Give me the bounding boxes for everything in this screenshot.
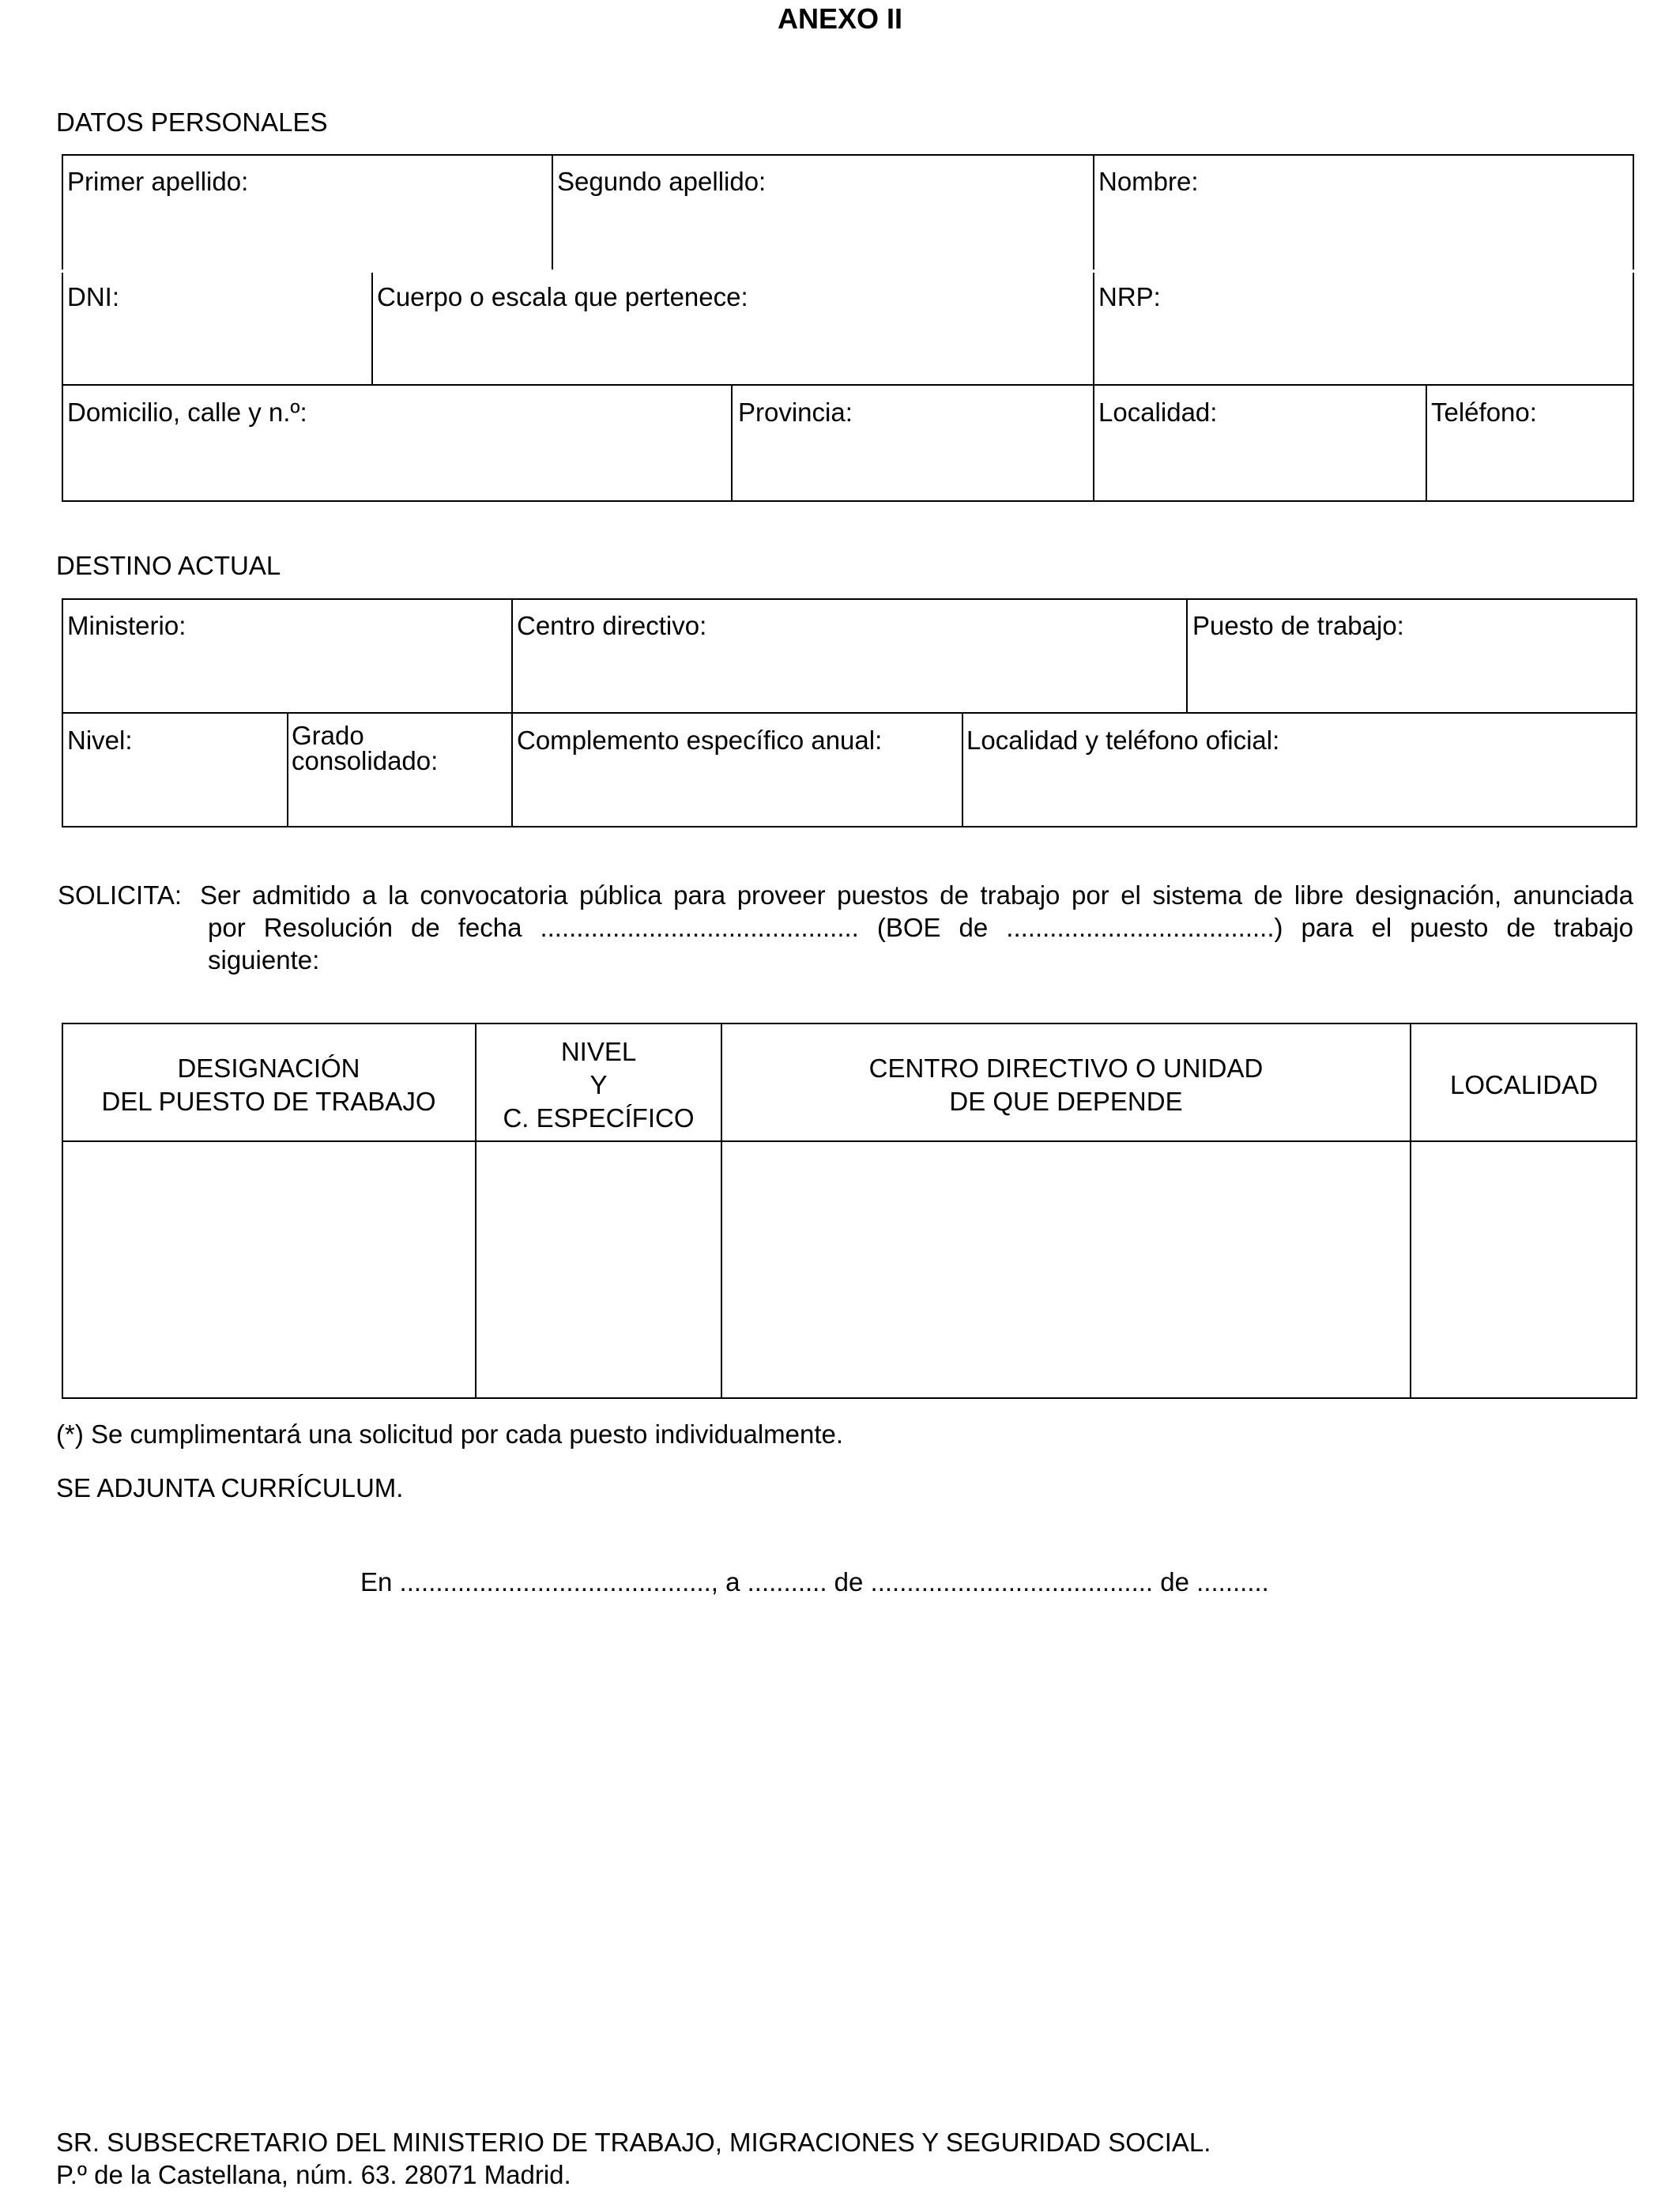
col1-line2: DEL PUESTO DE TRABAJO bbox=[101, 1087, 436, 1116]
personal-grid-top bbox=[62, 154, 1634, 270]
positions-row-localidad[interactable] bbox=[1412, 1143, 1636, 1397]
col-header-nivel bbox=[476, 1035, 721, 1135]
label-nrp[interactable]: NRP: bbox=[1098, 282, 1161, 311]
col-header-centro bbox=[721, 1052, 1411, 1118]
col3-line1: CENTRO DIRECTIVO O UNIDAD bbox=[868, 1054, 1264, 1083]
label-grado-2: consolidado: bbox=[292, 746, 439, 775]
solicita-label: SOLICITA: bbox=[58, 880, 183, 910]
adjunta-text: SE ADJUNTA CURRÍCULUM. bbox=[56, 1473, 404, 1502]
label-localidad[interactable]: Localidad: bbox=[1098, 398, 1218, 427]
label-puesto-trabajo[interactable]: Puesto de trabajo: bbox=[1192, 611, 1404, 640]
note-text: (*) Se cumplimentará una solicitud por cada puesto individualmente. bbox=[56, 1419, 844, 1449]
label-nombre[interactable]: Nombre: bbox=[1098, 167, 1199, 196]
label-complemento[interactable]: Complemento específico anual: bbox=[517, 726, 883, 755]
col2-line1: NIVEL bbox=[560, 1037, 637, 1066]
label-telefono[interactable]: Teléfono: bbox=[1431, 398, 1537, 427]
section-heading-personal: DATOS PERSONALES bbox=[56, 107, 328, 137]
col2-line3: C. ESPECÍFICO bbox=[503, 1103, 695, 1133]
positions-row-designacion[interactable] bbox=[63, 1143, 474, 1397]
label-primer-apellido[interactable]: Primer apellido: bbox=[67, 167, 249, 196]
col3-line2: DE QUE DEPENDE bbox=[949, 1087, 1183, 1116]
solicita-line-2: por Resolución de fecha ............................................ (BOE de .....................................) para el puesto de trabajo bbox=[208, 913, 1633, 942]
label-grado-1[interactable]: Grado bbox=[292, 721, 364, 750]
label-segundo-apellido[interactable]: Segundo apellido: bbox=[557, 167, 767, 196]
col-header-designacion bbox=[62, 1052, 476, 1118]
section-heading-destino: DESTINO ACTUAL bbox=[56, 551, 281, 580]
label-provincia[interactable]: Provincia: bbox=[738, 398, 853, 427]
label-nivel[interactable]: Nivel: bbox=[67, 726, 133, 755]
label-ministerio[interactable]: Ministerio: bbox=[67, 611, 186, 640]
addressee-line-1: SR. SUBSECRETARIO DEL MINISTERIO DE TRABAJO, MIGRACIONES Y SEGURIDAD SOCIAL. bbox=[56, 2128, 1211, 2157]
col-header-localidad: LOCALIDAD bbox=[1449, 1070, 1599, 1099]
document-title: ANEXO II bbox=[777, 2, 903, 35]
solicita-line-1: Ser admitido a la convocatoria pública para proveer puestos de trabajo por el sistema de libre designación, anunciada bbox=[200, 880, 1633, 910]
positions-row-nivel[interactable] bbox=[477, 1143, 720, 1397]
positions-row-centro[interactable] bbox=[723, 1143, 1409, 1397]
col2-line2: Y bbox=[590, 1070, 608, 1099]
label-centro-directivo[interactable]: Centro directivo: bbox=[517, 611, 707, 640]
label-cuerpo[interactable]: Cuerpo o escala que pertenece: bbox=[377, 282, 748, 311]
label-domicilio[interactable]: Domicilio, calle y n.º: bbox=[67, 398, 307, 427]
date-line[interactable]: En ..........................................., a ........... de ....................................... de .......... bbox=[360, 1567, 1269, 1596]
solicita-line-3: siguiente: bbox=[208, 945, 320, 974]
col1-line1: DESIGNACIÓN bbox=[177, 1054, 360, 1083]
label-dni[interactable]: DNI: bbox=[67, 282, 119, 311]
label-localidad-telefono[interactable]: Localidad y teléfono oficial: bbox=[966, 726, 1280, 755]
addressee-line-2: P.º de la Castellana, núm. 63. 28071 Madrid. bbox=[56, 2160, 571, 2189]
